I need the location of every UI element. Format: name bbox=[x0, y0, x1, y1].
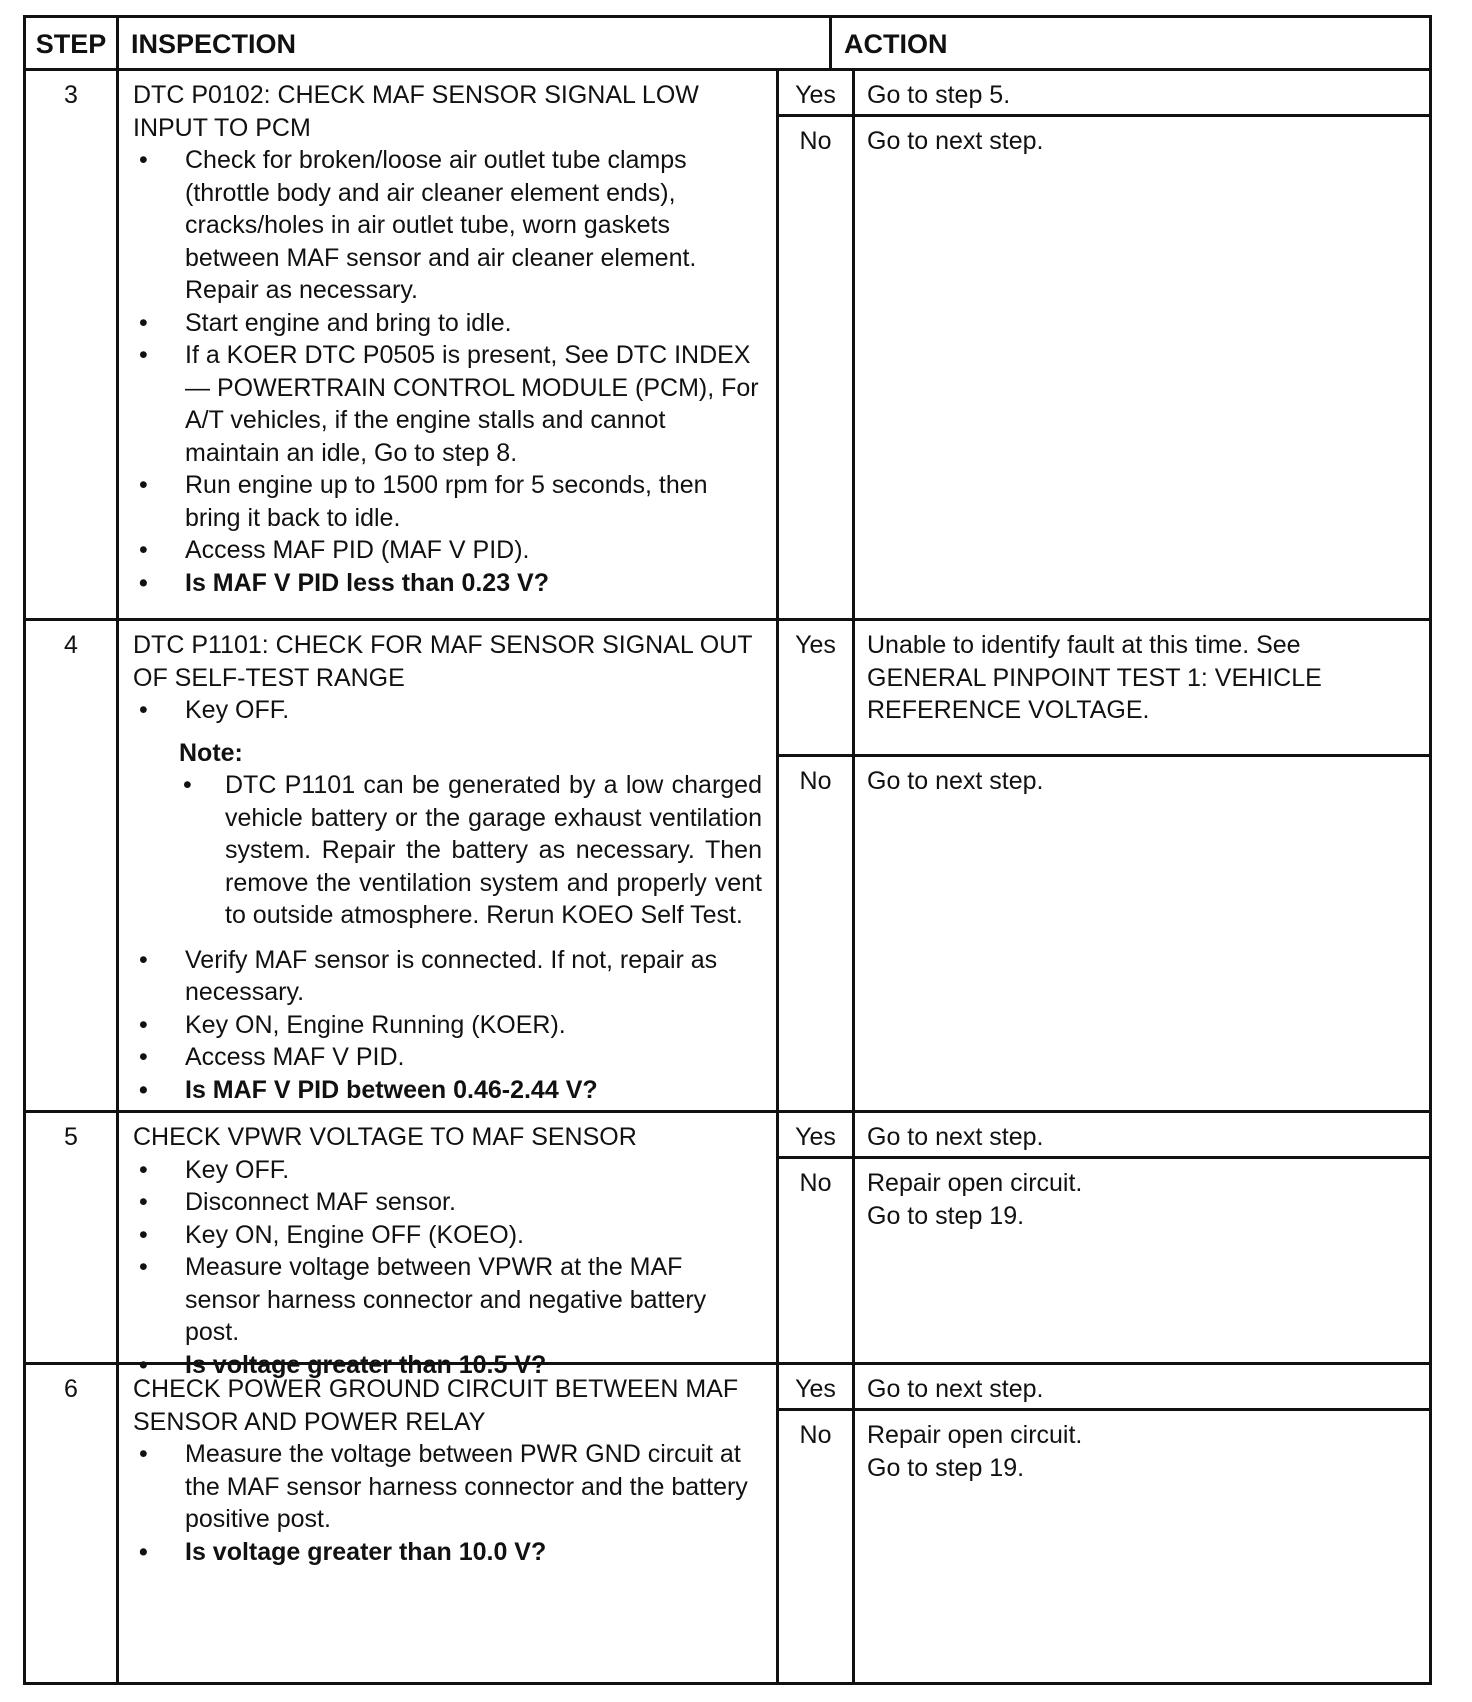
no-action-line: Repair open circuit. bbox=[867, 1169, 1083, 1197]
header-action: ACTION bbox=[832, 18, 1429, 71]
no-label: No bbox=[799, 767, 832, 795]
inspection-list bbox=[133, 694, 762, 727]
inspection-list bbox=[133, 1154, 762, 1382]
inspection-list bbox=[133, 1438, 762, 1568]
yes-action: Go to next step. bbox=[855, 1365, 1429, 1411]
list-item: • Run engine up to 1500 rpm for 5 seconds, then bring it back to idle. bbox=[133, 469, 762, 534]
list-item: • Key OFF. bbox=[133, 1154, 762, 1187]
table-row-step-5 bbox=[26, 1113, 1429, 1379]
inspection-title: DTC P0102: CHECK MAF SENSOR SIGNAL LOW INPUT TO PCM bbox=[133, 81, 699, 142]
no-action-line: Go to step 19. bbox=[867, 1201, 1025, 1230]
no-action-line: Repair open circuit. bbox=[867, 1421, 1083, 1449]
list-item: • Key OFF. bbox=[133, 694, 762, 727]
header-step: STEP bbox=[26, 18, 119, 71]
step-number: 4 bbox=[26, 621, 119, 1110]
inspection-cell bbox=[119, 1365, 779, 1682]
list-item: • Key ON, Engine Running (KOER). bbox=[133, 1009, 762, 1042]
yes-label: Yes bbox=[779, 71, 852, 117]
inspection-cell bbox=[119, 1113, 779, 1379]
result-column bbox=[779, 621, 855, 1110]
action-column bbox=[855, 1365, 1429, 1682]
table-row-step-4 bbox=[26, 621, 1429, 1113]
table-row-step-3 bbox=[26, 71, 1429, 621]
note-text: • DTC P1101 can be generated by a low charged vehicle battery or the garage exhaust ventilation system. Repair the battery as necessary. Then remove the ventilation system and properly vent to outside atmosphere. Rerun KOEO Self Test. bbox=[179, 769, 762, 932]
list-item: • Check for broken/loose air outlet tube clamps (throttle body and air cleaner element ends), cracks/holes in air outlet tube, worn gaskets between MAF sensor and air cleaner element. Repair as necessary. bbox=[133, 144, 762, 307]
yes-label: Yes bbox=[779, 1365, 852, 1411]
inspection-cell bbox=[119, 71, 779, 618]
list-item: • Access MAF PID (MAF V PID). bbox=[133, 534, 762, 567]
note-list bbox=[179, 769, 762, 932]
step-number: 3 bbox=[26, 71, 119, 618]
list-item: • Start engine and bring to idle. bbox=[133, 307, 762, 340]
no-action-line: Go to step 19. bbox=[867, 1453, 1025, 1482]
no-action: Go to next step. bbox=[867, 127, 1044, 155]
action-column bbox=[855, 621, 1429, 1110]
yes-label: Yes bbox=[779, 621, 852, 757]
diagnostic-table bbox=[23, 15, 1432, 1685]
result-column bbox=[779, 1113, 855, 1362]
list-item: • Disconnect MAF sensor. bbox=[133, 1186, 762, 1219]
action-column bbox=[855, 1113, 1429, 1362]
inspection-list bbox=[133, 144, 762, 599]
list-item: • Measure the voltage between PWR GND circuit at the MAF sensor harness connector and the battery positive post. bbox=[133, 1438, 762, 1536]
yes-action: Go to next step. bbox=[855, 1113, 1429, 1159]
no-action bbox=[855, 1159, 1429, 1362]
inspection-list bbox=[133, 944, 762, 1107]
result-column bbox=[779, 71, 855, 618]
inspection-title: CHECK POWER GROUND CIRCUIT BETWEEN MAF SENSOR AND POWER RELAY bbox=[133, 1375, 739, 1436]
no-label: No bbox=[799, 1169, 832, 1197]
yes-label: Yes bbox=[779, 1113, 852, 1159]
inspection-question: • Is voltage greater than 10.5 V? bbox=[133, 1349, 762, 1382]
step-number: 6 bbox=[26, 1365, 119, 1682]
yes-action: Go to step 5. bbox=[855, 71, 1429, 117]
inspection-title: DTC P1101: CHECK FOR MAF SENSOR SIGNAL OUT OF SELF-TEST RANGE bbox=[133, 631, 753, 692]
inspection-question: • Is MAF V PID less than 0.23 V? bbox=[133, 567, 762, 600]
header-inspection: INSPECTION bbox=[119, 18, 832, 71]
inspection-question: • Is MAF V PID between 0.46-2.44 V? bbox=[133, 1074, 762, 1107]
yes-action: Unable to identify fault at this time. See GENERAL PINPOINT TEST 1: VEHICLE REFERENCE VOLTAGE. bbox=[855, 621, 1429, 757]
action-column bbox=[855, 71, 1429, 618]
step-number: 5 bbox=[26, 1113, 119, 1362]
list-item: • Verify MAF sensor is connected. If not, repair as necessary. bbox=[133, 944, 762, 1009]
list-item: • Key ON, Engine OFF (KOEO). bbox=[133, 1219, 762, 1252]
inspection-title: CHECK VPWR VOLTAGE TO MAF SENSOR bbox=[133, 1123, 637, 1151]
no-action: Go to next step. bbox=[867, 767, 1044, 795]
result-column bbox=[779, 1365, 855, 1682]
inspection-question: • Is voltage greater than 10.0 V? bbox=[133, 1536, 762, 1569]
no-label: No bbox=[799, 127, 832, 155]
list-item: • If a KOER DTC P0505 is present, See DTC INDEX — POWERTRAIN CONTROL MODULE (PCM), For A/T vehicles, if the engine stalls and cannot maintain an idle, Go to step 8. bbox=[133, 339, 762, 469]
no-label: No bbox=[799, 1421, 832, 1449]
inspection-cell bbox=[119, 621, 779, 1110]
note-label: Note: bbox=[179, 738, 243, 767]
no-action bbox=[855, 1411, 1429, 1682]
table-row-step-6 bbox=[26, 1365, 1429, 1682]
list-item: • Access MAF V PID. bbox=[133, 1041, 762, 1074]
note-block bbox=[179, 737, 762, 932]
list-item: • Measure voltage between VPWR at the MAF sensor harness connector and negative battery post. bbox=[133, 1251, 762, 1349]
